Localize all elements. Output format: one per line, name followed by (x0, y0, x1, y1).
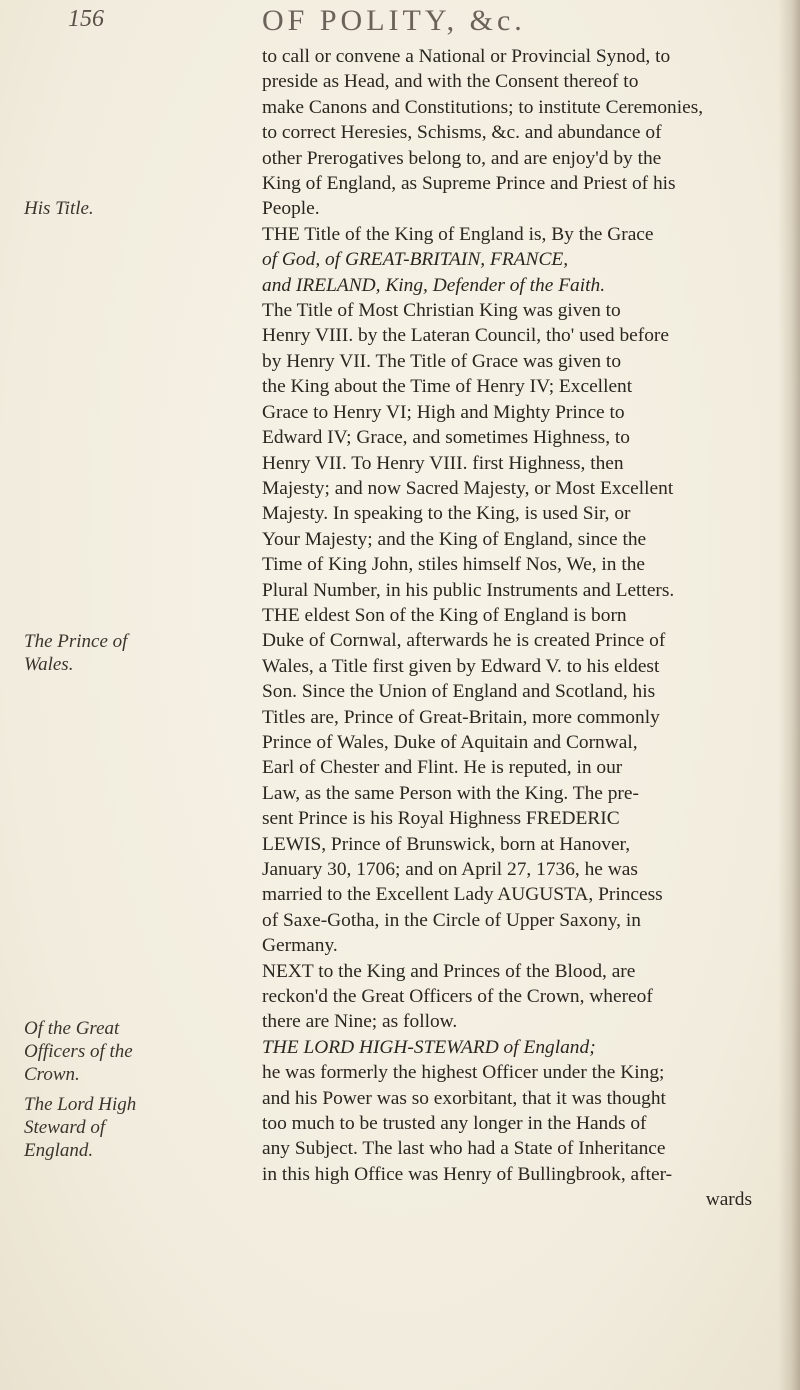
text-line: THE eldest Son of the King of England is born (262, 604, 627, 626)
text-line: and IRELAND, King, Defender of the Faith. (262, 274, 606, 296)
text-line: sent Prince is his Royal Highness FREDERIC (262, 808, 620, 830)
text-line: January 30, 1706; and on April 27, 1736, he was (262, 859, 638, 880)
text-line: other Prerogatives belong to, and are enjoy'd by the (262, 147, 662, 169)
text-line: by Henry VII. The Title of Grace was given to (262, 350, 622, 372)
text-line: King of England, as Supreme Prince and Priest of his (262, 173, 676, 195)
text-line: Your Majesty; and the King of England, since the (262, 528, 647, 550)
text-line: Wales, a Title first given by Edward V. to his eldest (262, 655, 660, 677)
text-line: and his Power was so exorbitant, that it was thought (262, 1087, 666, 1109)
text-line: to call or convene a National or Provincial Synod, to (262, 46, 671, 67)
margin-note-text: Officers of the (24, 1041, 133, 1062)
text-line: People. (262, 198, 320, 220)
text-line: Edward IV; Grace, and sometimes Highness, to (262, 427, 630, 449)
text-line: Plural Number, in his public Instruments and Letters. (262, 579, 675, 601)
text-line: Grace to Henry VI; High and Mighty Prince to (262, 401, 625, 423)
text-line: Time of King John, stiles himself Nos, We, in the (262, 554, 646, 576)
text-line: reckon'd the Great Officers of the Crown, whereof (262, 986, 653, 1008)
text-line: married to the Excellent Lady AUGUSTA, Princess (262, 884, 663, 906)
text-line: Majesty; and now Sacred Majesty, or Most Excellent (262, 477, 674, 499)
body-text (262, 44, 792, 1213)
text-line: Germany. (262, 935, 338, 957)
page-number: 156 (68, 6, 104, 32)
margin-note-text: His Title. (24, 198, 94, 219)
text-line: Law, as the same Person with the King. The pre- (262, 782, 639, 804)
text-line: Earl of Chester and Flint. He is reputed, in our (262, 757, 623, 779)
text-line: Prince of Wales, Duke of Aquitain and Cornwal, (262, 731, 638, 753)
text-line: Majesty. In speaking to the King, is used Sir, or (262, 503, 631, 525)
text-line: THE Title of the King of England is, By the Grace (262, 223, 654, 245)
text-line: The Title of Most Christian King was given to (262, 300, 621, 322)
text-line: in this high Office was Henry of Bullingbrook, after- (262, 1163, 673, 1185)
text-line: THE LORD HIGH-STEWARD of England; (262, 1036, 596, 1058)
text-line: to correct Heresies, Schisms, &c. and abundance of (262, 122, 662, 144)
margin-note-text: The Lord High (24, 1094, 137, 1115)
text-line: Henry VII. To Henry VIII. first Highness, then (262, 452, 624, 474)
margin-note-his-title (24, 197, 134, 220)
margin-note-prince-of-wales (24, 630, 134, 676)
text-line: of Saxe-Gotha, in the Circle of Upper Saxony, in (262, 909, 641, 931)
text-line: Duke of Cornwal, afterwards he is created Prince of (262, 630, 666, 652)
text-line: LEWIS, Prince of Brunswick, born at Hanover, (262, 833, 631, 855)
text-line: of God, of GREAT-BRITAIN, FRANCE, (262, 249, 569, 271)
margin-note-text: Steward of (24, 1117, 106, 1138)
margin-note-text: England. (24, 1140, 94, 1161)
text-line: Henry VIII. by the Lateran Council, tho' used before (262, 325, 669, 347)
text-line: preside as Head, and with the Consent thereof to (262, 71, 639, 93)
text-line: too much to be trusted any longer in the Hands of (262, 1113, 647, 1135)
text-line: any Subject. The last who had a State of Inheritance (262, 1138, 666, 1160)
margin-note-text: Crown. (24, 1064, 80, 1085)
margin-note-text: The Prince of (24, 631, 128, 652)
margin-note-great-officers (24, 1017, 134, 1086)
running-head: OF POLITY, &c. (262, 4, 526, 37)
text-line: he was formerly the highest Officer under the King; (262, 1062, 665, 1084)
catchword: wards (705, 1189, 752, 1211)
text-line: there are Nine; as follow. (262, 1011, 458, 1033)
margin-note-text: Of the Great (24, 1018, 120, 1039)
margin-note-text: Wales. (24, 654, 74, 675)
text-line: Titles are, Prince of Great-Britain, more commonly (262, 706, 660, 728)
margin-note-lord-high-steward (24, 1093, 137, 1162)
text-line: NEXT to the King and Princes of the Blood, are (262, 960, 636, 982)
text-line: Son. Since the Union of England and Scotland, his (262, 681, 656, 703)
text-line: make Canons and Constitutions; to institute Ceremonies, (262, 96, 704, 118)
text-line: the King about the Time of Henry IV; Excellent (262, 376, 633, 398)
